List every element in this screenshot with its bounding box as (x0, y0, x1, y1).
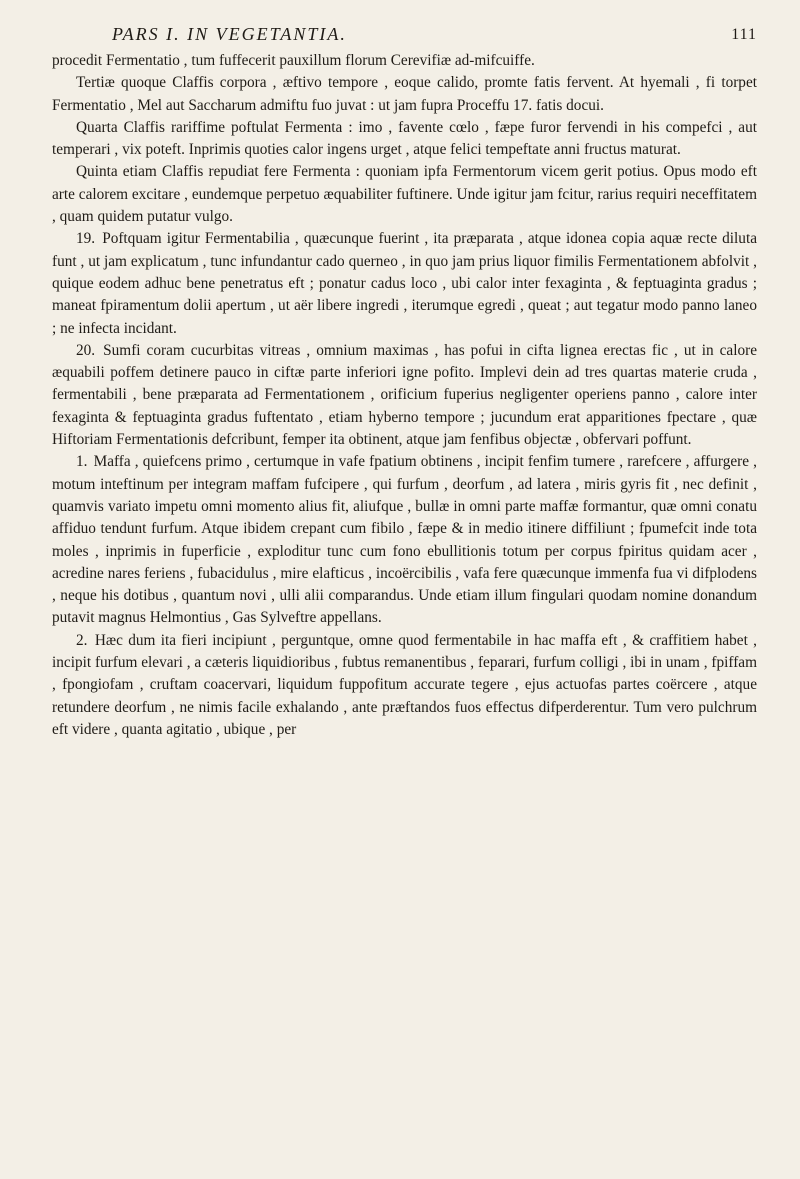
page-number: 111 (731, 26, 757, 43)
paragraph-text: Tertiæ quoque Claffis corpora , æftivo tempore , eoque calido, promte fatis fervent. At hyemali , fi torpet Fermentatio , Mel aut Saccharum admiftu fuo juvat : ut jam fupra Proceffu 17. fatis docui. (52, 74, 757, 114)
paragraph (52, 451, 757, 629)
section-number: 19. (76, 230, 96, 248)
paragraph-text: Hæc dum ita fieri incipiunt , perguntque, omne quod fermentabile in hac maffa eft , & craffitiem habet , incipit furfum elevari , a cæteris liquidioribus , fubtus remanentibus , feparari, furfum colligi , ibi in unam , fpiffam , fpongiofam , cruftam coacervari, liquidum fuppofitum accurate tegere , ejus actuofas partes coërcere , atque retundere deorfum , ne nimis facile exhalando , ante præftandos fuos effectus difperderentur. Tum vero pulchrum eft videre , quanta agitatio , ubique , per (52, 631, 757, 738)
paragraph (52, 228, 757, 339)
body-text (52, 50, 757, 741)
section-number: 20. (76, 341, 96, 359)
paragraph-text: Quarta Claffis rariffime poftulat Fermenta : imo , favente cœlo , fæpe furor fervendi in his compefci , aut temperari , vix poteft. Inprimis quoties calor ingens urget , atque felici tempeftate anni fructus maturat. (52, 118, 757, 159)
section-number: 2. (76, 631, 88, 649)
section-number: 1. (76, 453, 88, 471)
paragraph (52, 630, 757, 741)
paragraph (52, 50, 757, 72)
paragraph (52, 161, 757, 228)
paragraph-text: Sumfi coram cucurbitas vitreas , omnium maximas , has pofui in cifta lignea erectas fic , ut in calore æquabili poffem detinere pauco in ciftæ parte inferiori igne pofito. Implevi dein ad tres quartas materie cruda , fermentabili , bene præparata ad Fermentationem , orificium fuperius negligenter operiens panno , calore inter fexaginta & feptuaginta gradus fuftentato , etiam hyberno tempore ; jucundum erat apparitiones fpectare , quæ Hiftoriam Fermentationis defcribunt, femper ita obtinent, atque jam fenfibus objectæ , obfervari poffunt. (52, 341, 758, 449)
book-page (52, 20, 757, 1160)
paragraph-text: Maffa , quiefcens primo , certumque in vafe fpatium obtinens , incipit fenfim tumere , rarefcere , affurgere , motum inteftinum per integram maffam fufcipere , qui furfum , deorfum , ad latera , miris gyris fit , nec definit , quamvis variato impetu omni momento alius fit, aliufque , bullæ in omni parte maffæ formantur, quæ omni conatu affiduo tendunt furfum. Atque ibidem crepant cum fibilo , fæpe & in medio itinere diffiliunt ; fpumefcit inde tota moles , inprimis in fuperficie , exploditur tunc cum fono ebullitionis totum per corpus fpiritus quidam acer , acredine nares feriens , fubacidulus , mire elafticus , incoërcibilis , vafa fere quæcunque immenfa fua vi difplodens , neque his dotibus , quantum novi , ulli alii comparandus. Unde etiam illum fingulari quodam nomine donandum putavit magnus Helmontius , Gas Sylveftre appellans. (52, 453, 757, 627)
running-head (52, 20, 757, 50)
paragraph (52, 117, 757, 162)
paragraph-text: Poftquam igitur Fermentabilia , quæcunque fuerint , ita præparata , atque idonea copia aquæ recte diluta funt , ut jam explicatum , tunc infundantur cado querneo , in quo jam prius liquor fimilis Fermentationem abfolvit , quique eodem adhuc bene penetratus eft ; ponatur cadus loco , ubi calor inter fexaginta , & feptuaginta gradus ; maneat fpiramentum dolii apertum , ut aër libere ingredi , iterumque egredi , queat ; aut tegatur modo panno laneo ; ne infecta incidant. (52, 230, 757, 337)
paragraph (52, 340, 757, 451)
paragraph (52, 72, 757, 117)
paragraph-text: procedit Fermentatio , tum fuffecerit pauxillum florum Cerevifiæ ad-mifcuiffe. (52, 52, 535, 69)
paragraph-text: Quinta etiam Claffis repudiat fere Fermenta : quoniam ipfa Fermentorum vicem gerit potius. Opus modo eft arte calorem excitare , eundemque perpetuo æquabiliter fuftinere. Unde igitur jam fcitur, rarius requiri neceffitatem , quam quidem putatur vulgo. (52, 163, 757, 226)
running-title: PARS I. IN VEGETANTIA. (112, 24, 347, 44)
